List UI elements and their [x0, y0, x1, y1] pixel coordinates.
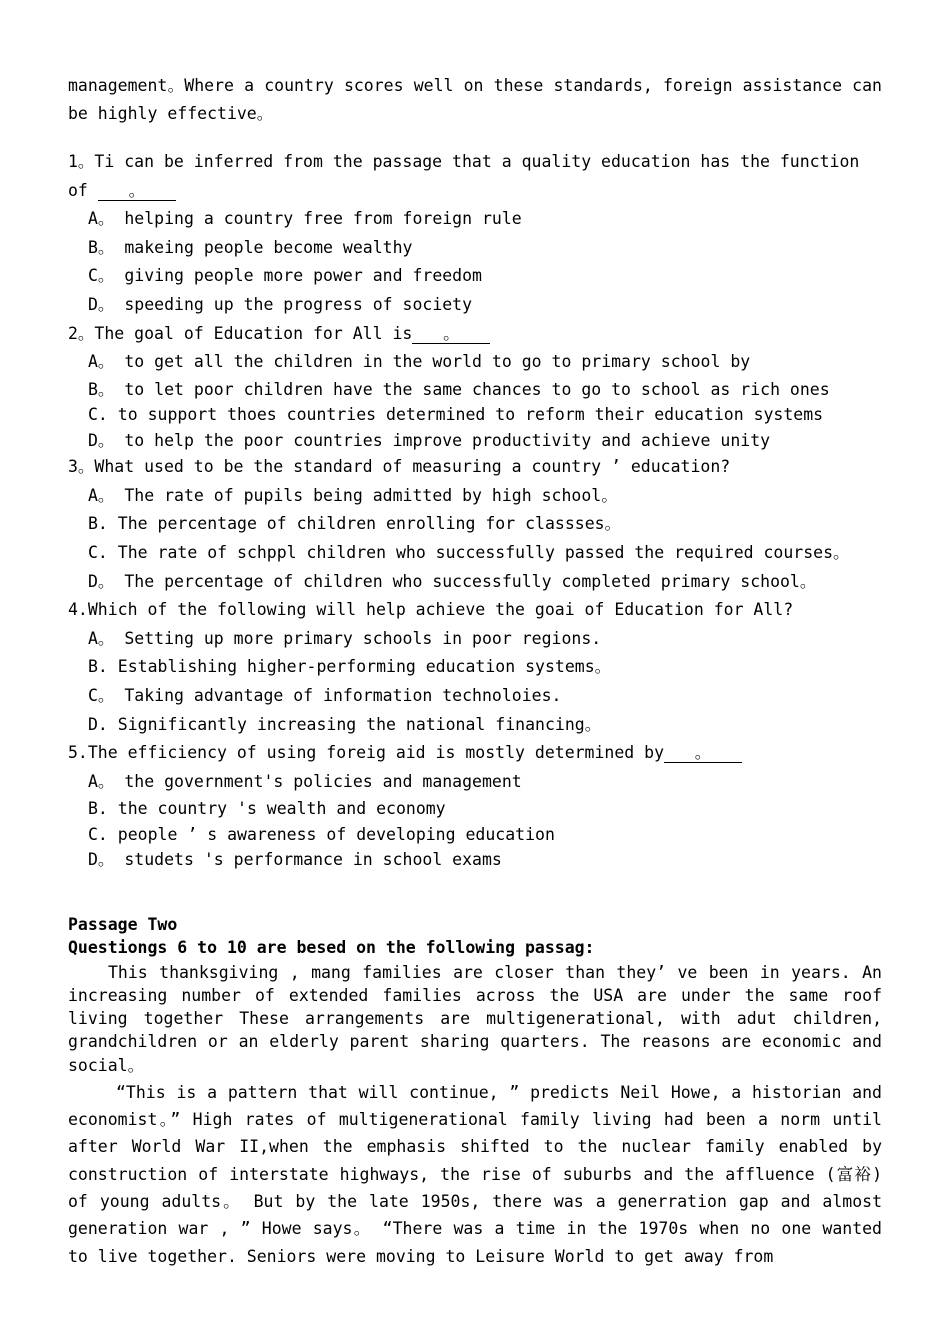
document-page	[68, 72, 882, 1270]
passage-paragraph-2: “This is a pattern that will continue, ” predicts Neil Howe, a historian and economist。” High rates of multigenerational family living had been a norm until after World War II,when the emphasis shifted to the nuclear family enabled by construction of interstate highways, the rise of suburbs and the affluence (富裕) of young adults。 But by the late 1950s, there was a generration gap and almost generation war , ” Howe says。 “There was a time in the 1970s when no one wanted to live together. Seniors were moving to Leisure World to get away from	[68, 1082, 882, 1266]
spacer	[68, 128, 882, 148]
question-text: 5.The efficiency of using foreig aid is mostly determined by	[68, 743, 665, 763]
option-a[interactable]: A。 helping a country free from foreign rule	[88, 209, 522, 229]
option-b[interactable]: B. Establishing higher-performing education systems。	[88, 657, 612, 677]
option-b[interactable]: B。 makeing people become wealthy	[88, 237, 413, 257]
option-a[interactable]: A。 Setting up more primary schools in poor regions.	[88, 628, 602, 648]
intro-tail-paragraph: management。Where a country scores well on these standards, foreign assistance can be highly effective。	[68, 76, 882, 123]
option-a[interactable]: A。 the government's policies and management	[88, 771, 522, 791]
option-a[interactable]: A。 to get all the children in the world to go to primary school by	[88, 352, 751, 372]
question-stem	[68, 148, 882, 205]
option-d[interactable]: D。 to help the poor countries improve productivity and achieve unity	[88, 430, 771, 450]
question-5	[68, 739, 882, 873]
option-b[interactable]: B. The percentage of children enrolling for classses。	[88, 514, 622, 534]
passage-two	[68, 913, 882, 1270]
option-b[interactable]: B。 to let poor children have the same chances to go to school as rich ones	[88, 379, 830, 399]
answer-blank[interactable]: 。	[664, 744, 742, 763]
option-d[interactable]: D。 studets 's performance in school exams	[88, 850, 502, 870]
option-d[interactable]: D。 The percentage of children who successfully completed primary school。	[88, 571, 817, 591]
question-stem: 3。What used to be the standard of measuring a country ’ education?	[68, 457, 731, 477]
option-a[interactable]: A。 The rate of pupils being admitted by high school。	[88, 485, 618, 505]
question-stem	[68, 739, 882, 768]
option-b[interactable]: B. the country 's wealth and economy	[88, 799, 446, 819]
question-stem	[68, 320, 882, 349]
question-2	[68, 320, 882, 454]
question-text: 2。The goal of Education for All is	[68, 323, 413, 343]
question-3	[68, 453, 882, 596]
option-c[interactable]: C。 Taking advantage of information technoloies.	[88, 686, 562, 705]
section-instructions: Questiongs 6 to 10 are besed on the following passag:	[68, 937, 595, 957]
passage-paragraph-1: This thanksgiving , mang families are closer than they’ ve been in years. An increasing number of extended families across the USA are under the same roof living together These arrangements are multigenerational, with adut children, grandchildren or an elderly parent sharing quarters. The reasons are economic and social。	[68, 962, 882, 1075]
answer-blank[interactable]: 。	[412, 325, 490, 344]
section-heading: Passage Two	[68, 914, 178, 934]
option-c[interactable]: C. to support thoes countries determined to reform their education systems	[88, 405, 824, 425]
question-stem: 4.Which of the following will help achieve the goai of Education for All?	[68, 600, 794, 620]
option-d[interactable]: D。 speeding up the progress of society	[88, 294, 473, 314]
question-1	[68, 148, 882, 320]
question-text: 1。Ti can be inferred from the passage that a quality education has the function of	[68, 152, 860, 200]
option-c[interactable]: C. The rate of schppl children who successfully passed the required courses。	[88, 543, 850, 563]
option-d[interactable]: D. Significantly increasing the national financing。	[88, 714, 602, 734]
spacer	[68, 873, 882, 913]
option-c[interactable]: C。 giving people more power and freedom	[88, 266, 482, 286]
question-4	[68, 596, 882, 739]
option-c[interactable]: C. people ’ s awareness of developing education	[88, 824, 555, 844]
answer-blank[interactable]: 。	[98, 182, 176, 201]
